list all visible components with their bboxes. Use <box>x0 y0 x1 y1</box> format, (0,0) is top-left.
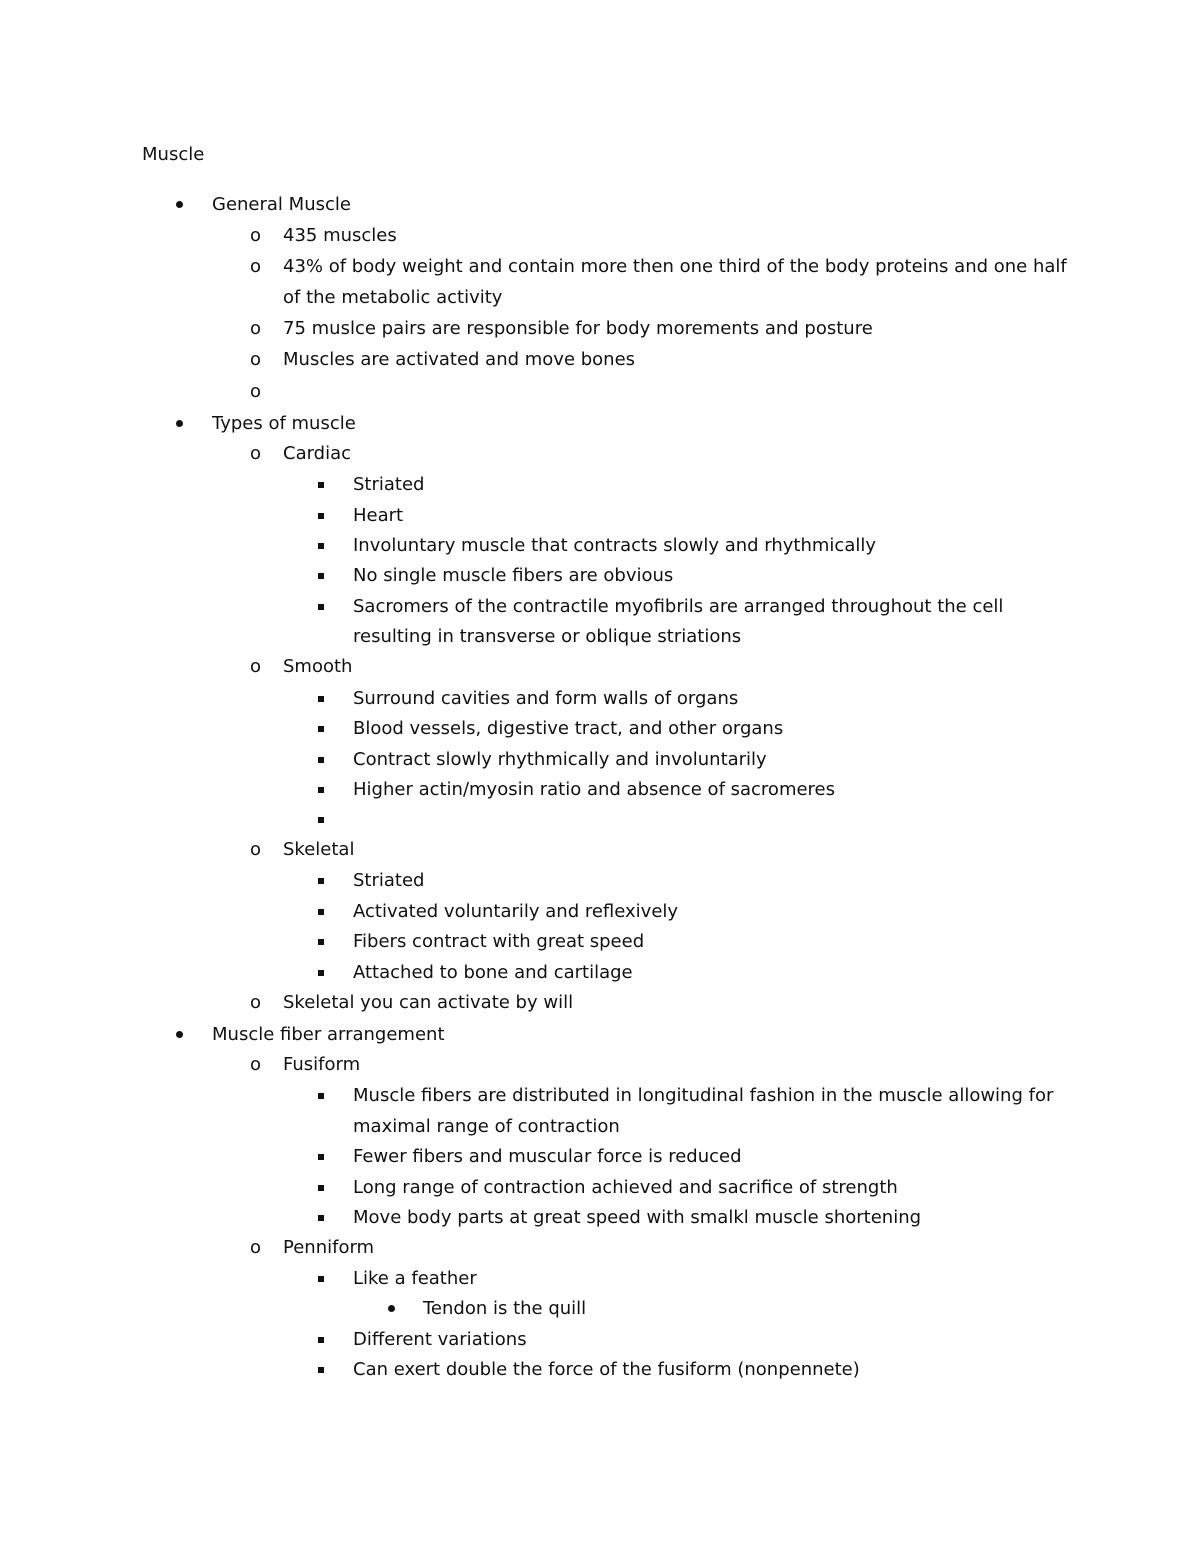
bullet-square-icon <box>318 1215 324 1221</box>
bullet-square-icon <box>318 696 324 702</box>
bullet-circle-icon: o <box>250 1054 262 1075</box>
bullet-square-icon <box>318 1337 324 1343</box>
bullet-circle-icon: o <box>250 318 262 339</box>
page-title: Muscle <box>142 144 205 165</box>
sub-list-item: Blood vessels, digestive tract, and other organs <box>353 718 784 739</box>
list-item: 75 muslce pairs are responsible for body morements and posture <box>283 318 873 339</box>
sub-list-item-continuation: maximal range of contraction <box>353 1116 620 1137</box>
sub-list-item: Like a feather <box>353 1268 477 1289</box>
list-item: Fusiform <box>283 1054 361 1075</box>
bullet-disc-icon <box>176 201 183 208</box>
sub-sub-list-item: Tendon is the quill <box>423 1298 587 1319</box>
sub-list-item: Heart <box>353 505 404 526</box>
section-heading: General Muscle <box>212 194 351 215</box>
section-heading: Types of muscle <box>212 413 356 434</box>
sub-list-item: Higher actin/myosin ratio and absence of sacromeres <box>353 779 836 800</box>
bullet-disc-icon <box>388 1305 395 1312</box>
sub-list-item: Contract slowly rhythmically and involuntarily <box>353 749 767 770</box>
bullet-circle-icon: o <box>250 443 262 464</box>
bullet-square-icon <box>318 1093 324 1099</box>
sub-list-item: Striated <box>353 870 425 891</box>
sub-list-item: Different variations <box>353 1329 527 1350</box>
sub-list-item: Muscle fibers are distributed in longitudinal fashion in the muscle allowing for <box>353 1085 1054 1106</box>
bullet-disc-icon <box>176 420 183 427</box>
list-item-continuation: of the metabolic activity <box>283 287 503 308</box>
bullet-square-icon <box>318 909 324 915</box>
bullet-square-icon <box>318 573 324 579</box>
bullet-circle-icon: o <box>250 656 262 677</box>
bullet-square-icon <box>318 513 324 519</box>
bullet-square-icon <box>318 817 324 823</box>
sub-list-item: Striated <box>353 474 425 495</box>
section-heading: Muscle fiber arrangement <box>212 1024 445 1045</box>
bullet-square-icon <box>318 726 324 732</box>
sub-list-item: Activated voluntarily and reflexively <box>353 901 679 922</box>
bullet-square-icon <box>318 482 324 488</box>
bullet-square-icon <box>318 1154 324 1160</box>
sub-list-item: Move body parts at great speed with smalkl muscle shortening <box>353 1207 922 1228</box>
list-item: 435 muscles <box>283 225 397 246</box>
sub-list-item: Attached to bone and cartilage <box>353 962 633 983</box>
list-item: Skeletal you can activate by will <box>283 992 574 1013</box>
list-item: Cardiac <box>283 443 352 464</box>
list-item: 43% of body weight and contain more then one third of the body proteins and one half <box>283 256 1067 277</box>
sub-list-item: Sacromers of the contractile myofibrils are arranged throughout the cell <box>353 596 1004 617</box>
list-item: Skeletal <box>283 839 355 860</box>
sub-list-item: Involuntary muscle that contracts slowly and rhythmically <box>353 535 877 556</box>
list-item: Smooth <box>283 656 353 677</box>
sub-list-item: Can exert double the force of the fusiform (nonpennete) <box>353 1359 860 1380</box>
bullet-circle-icon: o <box>250 256 262 277</box>
bullet-square-icon <box>318 1367 324 1373</box>
bullet-circle-icon: o <box>250 381 262 402</box>
bullet-square-icon <box>318 878 324 884</box>
sub-list-item: No single muscle fibers are obvious <box>353 565 674 586</box>
bullet-circle-icon: o <box>250 1237 262 1258</box>
bullet-square-icon <box>318 787 324 793</box>
bullet-square-icon <box>318 1276 324 1282</box>
bullet-square-icon <box>318 939 324 945</box>
sub-list-item: Surround cavities and form walls of organs <box>353 688 739 709</box>
sub-list-item: Fewer fibers and muscular force is reduced <box>353 1146 742 1167</box>
list-item: Penniform <box>283 1237 375 1258</box>
bullet-square-icon <box>318 1185 324 1191</box>
bullet-square-icon <box>318 543 324 549</box>
bullet-circle-icon: o <box>250 992 262 1013</box>
sub-list-item-continuation: resulting in transverse or oblique striations <box>353 626 742 647</box>
sub-list-item: Fibers contract with great speed <box>353 931 645 952</box>
bullet-circle-icon: o <box>250 839 262 860</box>
bullet-circle-icon: o <box>250 225 262 246</box>
bullet-square-icon <box>318 757 324 763</box>
bullet-square-icon <box>318 604 324 610</box>
list-item: Muscles are activated and move bones <box>283 349 636 370</box>
bullet-circle-icon: o <box>250 349 262 370</box>
sub-list-item: Long range of contraction achieved and sacrifice of strength <box>353 1177 898 1198</box>
bullet-square-icon <box>318 970 324 976</box>
bullet-disc-icon <box>176 1031 183 1038</box>
